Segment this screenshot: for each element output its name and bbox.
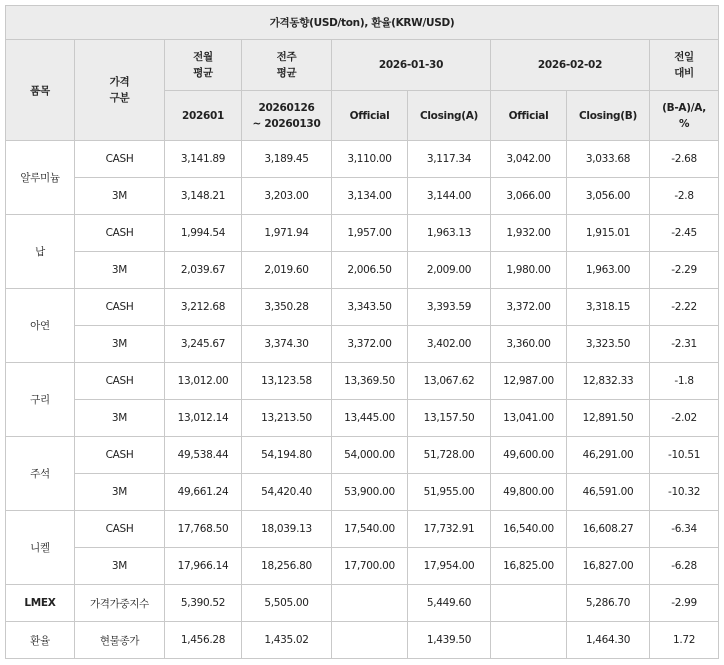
official-2-value: 3,360.00 xyxy=(491,326,567,363)
metal-name: 니켈 xyxy=(6,511,75,585)
change-value: -2.8 xyxy=(650,178,719,215)
prev-week-value: 54,194.80 xyxy=(242,437,332,474)
header-closing-a: Closing(A) xyxy=(408,91,491,141)
price-type: 3M xyxy=(75,252,165,289)
table-row xyxy=(6,511,719,548)
header-prev-week: 전주 평균 xyxy=(242,40,332,91)
closing-b-value: 5,286.70 xyxy=(567,585,650,622)
closing-b-value: 3,318.15 xyxy=(567,289,650,326)
official-2-value: 16,825.00 xyxy=(491,548,567,585)
closing-b-value: 46,291.00 xyxy=(567,437,650,474)
table-row xyxy=(6,215,719,252)
table-row xyxy=(6,437,719,474)
prev-month-value: 13,012.14 xyxy=(165,400,242,437)
prev-month-value: 2,039.67 xyxy=(165,252,242,289)
price-type: 3M xyxy=(75,400,165,437)
change-value: -6.28 xyxy=(650,548,719,585)
closing-b-value: 12,832.33 xyxy=(567,363,650,400)
table-row xyxy=(6,141,719,178)
closing-a-value: 3,402.00 xyxy=(408,326,491,363)
change-value: -10.32 xyxy=(650,474,719,511)
header-official-2: Official xyxy=(491,91,567,141)
prev-month-value: 49,538.44 xyxy=(165,437,242,474)
price-type: CASH xyxy=(75,289,165,326)
prev-week-value: 1,971.94 xyxy=(242,215,332,252)
prev-week-value: 3,189.45 xyxy=(242,141,332,178)
change-value: 1.72 xyxy=(650,622,719,659)
header-official-1: Official xyxy=(332,91,408,141)
table-row-lmex xyxy=(6,585,719,622)
closing-b-value: 46,591.00 xyxy=(567,474,650,511)
official-1-value: 3,343.50 xyxy=(332,289,408,326)
prev-month-value: 17,966.14 xyxy=(165,548,242,585)
official-2-value: 3,066.00 xyxy=(491,178,567,215)
closing-a-value: 3,144.00 xyxy=(408,178,491,215)
change-value: -2.68 xyxy=(650,141,719,178)
header-date2: 2026-02-02 xyxy=(491,40,650,91)
prev-week-value: 3,350.28 xyxy=(242,289,332,326)
table-title: 가격동향(USD/ton), 환율(KRW/USD) xyxy=(6,6,719,40)
change-value: -2.99 xyxy=(650,585,719,622)
fx-name: 환율 xyxy=(6,622,75,659)
prev-month-value: 1,994.54 xyxy=(165,215,242,252)
official-2-value: 1,980.00 xyxy=(491,252,567,289)
prev-week-value: 54,420.40 xyxy=(242,474,332,511)
table-row xyxy=(6,326,719,363)
table-row xyxy=(6,363,719,400)
prev-month-value: 13,012.00 xyxy=(165,363,242,400)
official-2-value xyxy=(491,585,567,622)
closing-a-value: 17,954.00 xyxy=(408,548,491,585)
closing-b-value: 12,891.50 xyxy=(567,400,650,437)
lmex-type: 가격가중지수 xyxy=(75,585,165,622)
price-type: 3M xyxy=(75,548,165,585)
prev-week-value: 13,213.50 xyxy=(242,400,332,437)
table-row xyxy=(6,252,719,289)
closing-b-value: 1,464.30 xyxy=(567,622,650,659)
table-row xyxy=(6,400,719,437)
header-prev-month-period: 202601 xyxy=(165,91,242,141)
closing-b-value: 3,323.50 xyxy=(567,326,650,363)
closing-a-value: 5,449.60 xyxy=(408,585,491,622)
official-1-value: 17,540.00 xyxy=(332,511,408,548)
header-price-type: 가격 구분 xyxy=(75,40,165,141)
change-value: -1.8 xyxy=(650,363,719,400)
closing-b-value: 3,033.68 xyxy=(567,141,650,178)
official-1-value: 3,134.00 xyxy=(332,178,408,215)
prev-week-value: 5,505.00 xyxy=(242,585,332,622)
official-2-value: 12,987.00 xyxy=(491,363,567,400)
price-type: CASH xyxy=(75,141,165,178)
change-value: -10.51 xyxy=(650,437,719,474)
official-1-value: 3,372.00 xyxy=(332,326,408,363)
header-prev-week-period: 20260126 ~ 20260130 xyxy=(242,91,332,141)
official-1-value: 3,110.00 xyxy=(332,141,408,178)
prev-month-value: 3,245.67 xyxy=(165,326,242,363)
official-2-value: 49,600.00 xyxy=(491,437,567,474)
prev-week-value: 1,435.02 xyxy=(242,622,332,659)
lmex-name: LMEX xyxy=(6,585,75,622)
change-value: -2.45 xyxy=(650,215,719,252)
price-type: 3M xyxy=(75,326,165,363)
official-2-value: 3,042.00 xyxy=(491,141,567,178)
header-date1: 2026-01-30 xyxy=(332,40,491,91)
change-value: -2.31 xyxy=(650,326,719,363)
official-1-value: 17,700.00 xyxy=(332,548,408,585)
official-2-value xyxy=(491,622,567,659)
official-2-value: 1,932.00 xyxy=(491,215,567,252)
closing-b-value: 1,963.00 xyxy=(567,252,650,289)
header-product: 품목 xyxy=(6,40,75,141)
fx-type: 현물종가 xyxy=(75,622,165,659)
prev-month-value: 49,661.24 xyxy=(165,474,242,511)
table-row xyxy=(6,474,719,511)
official-1-value: 53,900.00 xyxy=(332,474,408,511)
change-value: -2.02 xyxy=(650,400,719,437)
change-value: -6.34 xyxy=(650,511,719,548)
closing-a-value: 3,117.34 xyxy=(408,141,491,178)
official-1-value xyxy=(332,585,408,622)
official-1-value: 54,000.00 xyxy=(332,437,408,474)
prev-month-value: 1,456.28 xyxy=(165,622,242,659)
table-body xyxy=(6,141,719,659)
closing-a-value: 1,963.13 xyxy=(408,215,491,252)
closing-a-value: 51,728.00 xyxy=(408,437,491,474)
table-row xyxy=(6,289,719,326)
prev-month-value: 3,212.68 xyxy=(165,289,242,326)
prev-month-value: 17,768.50 xyxy=(165,511,242,548)
closing-a-value: 51,955.00 xyxy=(408,474,491,511)
price-type: CASH xyxy=(75,511,165,548)
header-change: 전일 대비 xyxy=(650,40,719,91)
prev-week-value: 18,256.80 xyxy=(242,548,332,585)
metal-name: 납 xyxy=(6,215,75,289)
price-type: CASH xyxy=(75,437,165,474)
closing-a-value: 17,732.91 xyxy=(408,511,491,548)
closing-b-value: 1,915.01 xyxy=(567,215,650,252)
change-value: -2.29 xyxy=(650,252,719,289)
price-trend-table xyxy=(5,5,719,659)
official-2-value: 49,800.00 xyxy=(491,474,567,511)
closing-b-value: 16,827.00 xyxy=(567,548,650,585)
prev-week-value: 2,019.60 xyxy=(242,252,332,289)
official-1-value: 2,006.50 xyxy=(332,252,408,289)
official-2-value: 13,041.00 xyxy=(491,400,567,437)
price-type: 3M xyxy=(75,178,165,215)
change-value: -2.22 xyxy=(650,289,719,326)
table-row xyxy=(6,548,719,585)
prev-month-value: 3,141.89 xyxy=(165,141,242,178)
prev-week-value: 13,123.58 xyxy=(242,363,332,400)
header-prev-month: 전월 평균 xyxy=(165,40,242,91)
price-type: CASH xyxy=(75,363,165,400)
table-row xyxy=(6,178,719,215)
prev-week-value: 18,039.13 xyxy=(242,511,332,548)
closing-a-value: 2,009.00 xyxy=(408,252,491,289)
official-1-value: 1,957.00 xyxy=(332,215,408,252)
official-1-value xyxy=(332,622,408,659)
price-type: CASH xyxy=(75,215,165,252)
metal-name: 알루미늄 xyxy=(6,141,75,215)
metal-name: 구리 xyxy=(6,363,75,437)
official-2-value: 3,372.00 xyxy=(491,289,567,326)
closing-a-value: 3,393.59 xyxy=(408,289,491,326)
prev-week-value: 3,374.30 xyxy=(242,326,332,363)
metal-name: 아연 xyxy=(6,289,75,363)
closing-b-value: 16,608.27 xyxy=(567,511,650,548)
header-closing-b: Closing(B) xyxy=(567,91,650,141)
metal-name: 주석 xyxy=(6,437,75,511)
closing-b-value: 3,056.00 xyxy=(567,178,650,215)
closing-a-value: 1,439.50 xyxy=(408,622,491,659)
official-1-value: 13,369.50 xyxy=(332,363,408,400)
price-type: 3M xyxy=(75,474,165,511)
prev-month-value: 5,390.52 xyxy=(165,585,242,622)
closing-a-value: 13,157.50 xyxy=(408,400,491,437)
header-change-formula: (B-A)/A, % xyxy=(650,91,719,141)
prev-month-value: 3,148.21 xyxy=(165,178,242,215)
prev-week-value: 3,203.00 xyxy=(242,178,332,215)
official-1-value: 13,445.00 xyxy=(332,400,408,437)
closing-a-value: 13,067.62 xyxy=(408,363,491,400)
official-2-value: 16,540.00 xyxy=(491,511,567,548)
table-row-fx xyxy=(6,622,719,659)
